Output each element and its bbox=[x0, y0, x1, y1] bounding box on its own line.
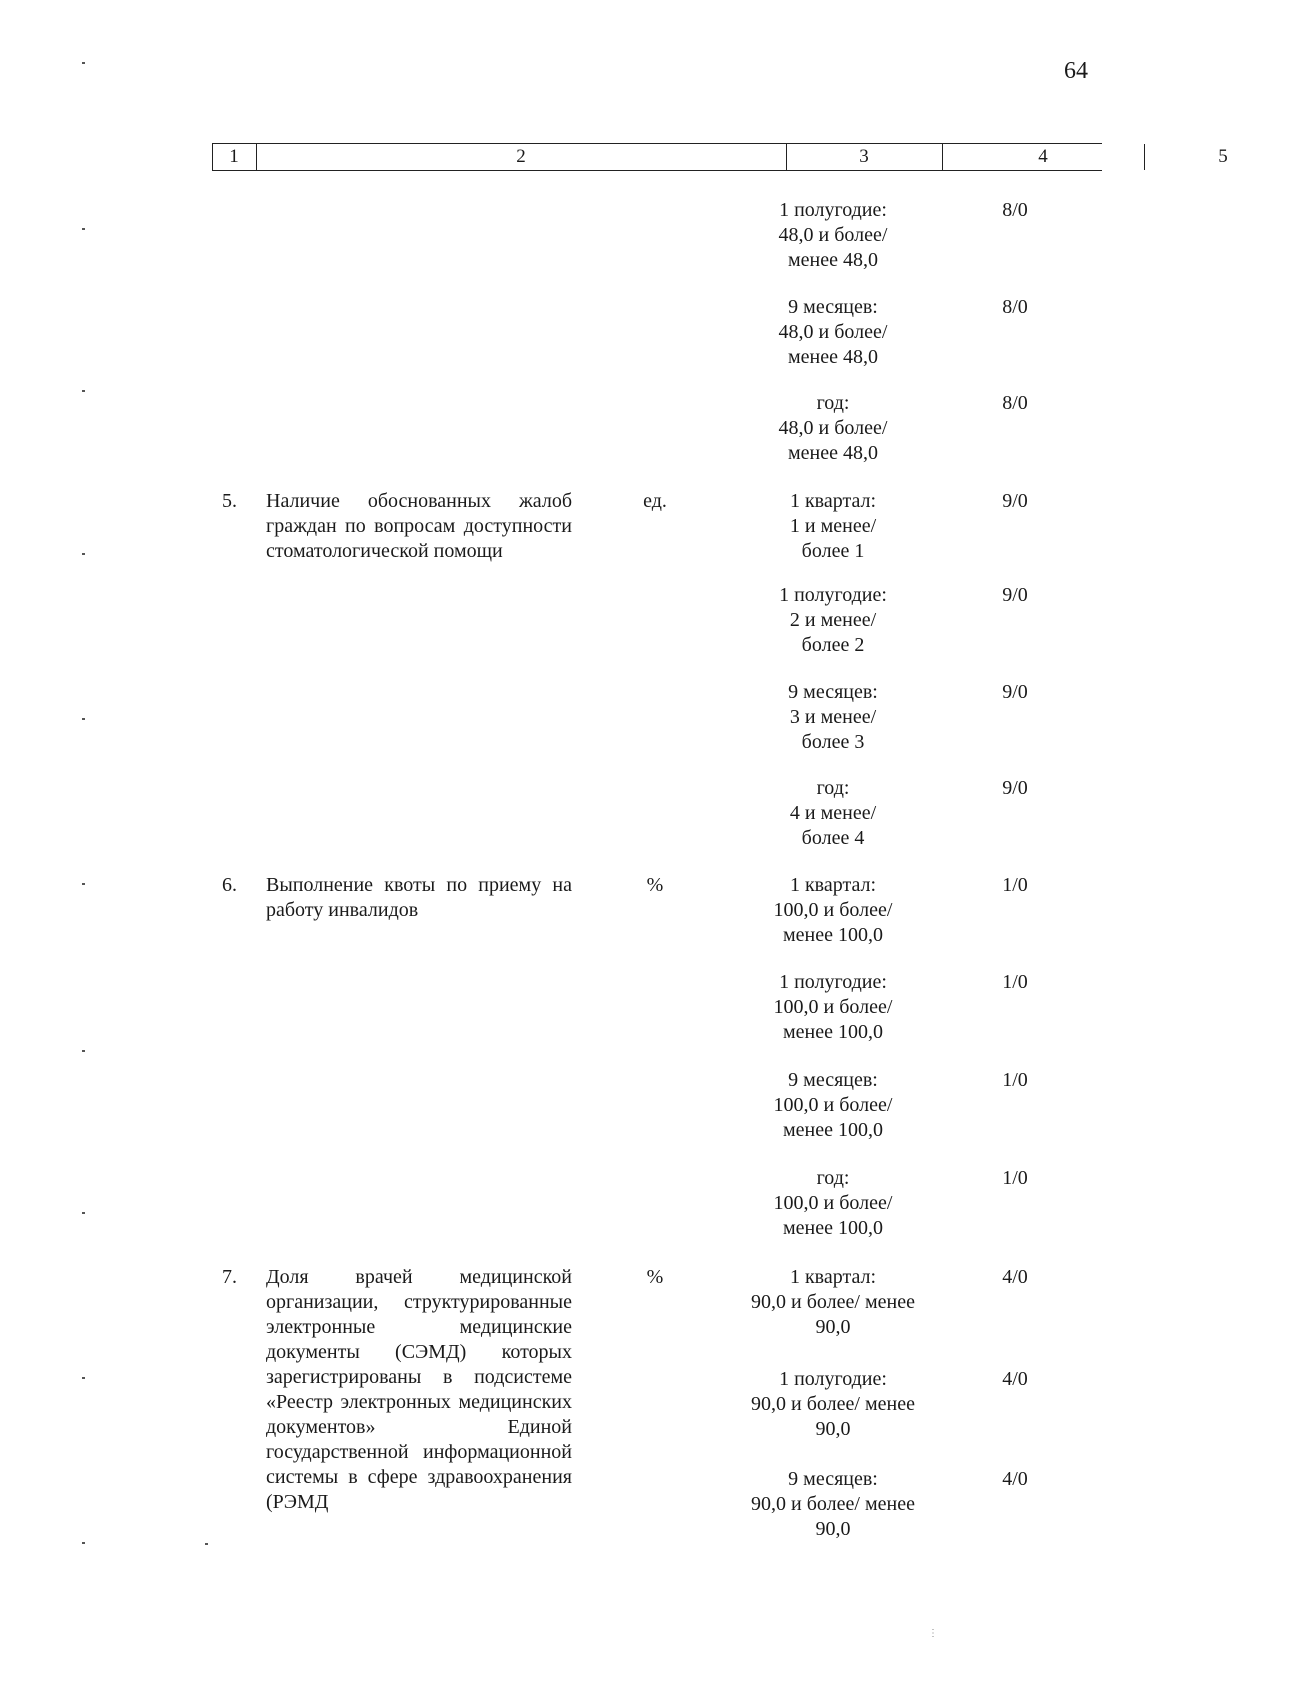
header-col-3: 3 bbox=[859, 146, 869, 167]
period-threshold-alt: более 2 bbox=[801, 634, 865, 656]
row-indicator: Доля врачей медицинской организации, структурированные электронные медицинские документы (СЭМД) которых зарегистрированы в подсистеме «Реестр электронных медицинских документов» Единой государственной информационной системы в сфере здравоохранения (РЭМД bbox=[266, 1266, 572, 1513]
scan-tick bbox=[82, 553, 85, 555]
scan-tick bbox=[82, 718, 85, 720]
period-threshold: 100,0 и более/ bbox=[773, 1094, 893, 1116]
period-label: 1 полугодие: bbox=[779, 971, 887, 993]
period-cell bbox=[730, 680, 936, 755]
score-cell: 1/0 bbox=[1002, 874, 1028, 896]
row-indicator: Наличие обоснованных жалоб граждан по вопросам доступности стоматологической помощи bbox=[266, 490, 572, 562]
scan-tick bbox=[82, 1542, 85, 1544]
row-unit: % bbox=[646, 874, 664, 896]
period-threshold-alt: 90,0 bbox=[815, 1518, 851, 1540]
period-threshold: 48,0 и более/ bbox=[778, 417, 888, 439]
scan-speckle: ⋮ bbox=[928, 1628, 938, 1639]
period-label: 9 месяцев: bbox=[788, 681, 878, 703]
period-label: 9 месяцев: bbox=[788, 1069, 878, 1091]
period-threshold: 90,0 и более/ менее bbox=[751, 1393, 915, 1415]
period-threshold-alt: менее 100,0 bbox=[783, 1217, 883, 1239]
score-cell: 9/0 bbox=[1002, 681, 1028, 703]
score-cell: 8/0 bbox=[1002, 199, 1028, 221]
period-cell bbox=[730, 970, 936, 1045]
scan-tick bbox=[82, 1377, 85, 1379]
period-cell bbox=[730, 1467, 936, 1542]
period-cell bbox=[730, 1265, 936, 1340]
period-threshold: 48,0 и более/ bbox=[778, 224, 888, 246]
period-label: 9 месяцев: bbox=[788, 296, 878, 318]
scan-tick bbox=[82, 228, 85, 230]
period-threshold: 90,0 и более/ менее bbox=[751, 1493, 915, 1515]
header-col-2: 2 bbox=[516, 146, 526, 167]
period-cell bbox=[730, 1166, 936, 1241]
period-label: 9 месяцев: bbox=[788, 1468, 878, 1490]
scan-tick bbox=[82, 390, 85, 392]
period-cell bbox=[730, 776, 936, 851]
row-unit: ед. bbox=[643, 490, 667, 512]
scan-tick bbox=[82, 62, 85, 64]
period-cell bbox=[730, 198, 936, 273]
scan-tick bbox=[82, 1212, 85, 1214]
header-col-1: 1 bbox=[229, 146, 239, 167]
period-threshold: 1 и менее/ bbox=[789, 515, 877, 537]
period-label: 1 квартал: bbox=[789, 874, 877, 896]
score-cell: 9/0 bbox=[1002, 584, 1028, 606]
period-threshold-alt: более 3 bbox=[801, 731, 865, 753]
period-label: 1 полугодие: bbox=[779, 584, 887, 606]
score-cell: 9/0 bbox=[1002, 777, 1028, 799]
score-cell: 4/0 bbox=[1002, 1266, 1028, 1288]
period-threshold: 100,0 и более/ bbox=[773, 899, 893, 921]
period-threshold-alt: менее 48,0 bbox=[788, 346, 878, 368]
scan-tick bbox=[205, 1543, 208, 1545]
period-label: 1 полугодие: bbox=[779, 1368, 887, 1390]
period-threshold-alt: менее 48,0 bbox=[788, 249, 878, 271]
period-threshold: 48,0 и более/ bbox=[778, 321, 888, 343]
row-number: 5. bbox=[222, 490, 237, 512]
scan-tick bbox=[82, 1050, 85, 1052]
score-cell: 9/0 bbox=[1002, 490, 1028, 512]
header-col-5: 5 bbox=[1218, 146, 1228, 167]
scan-tick bbox=[82, 883, 85, 885]
period-label: 1 квартал: bbox=[789, 490, 877, 512]
period-label: 1 квартал: bbox=[789, 1266, 877, 1288]
period-threshold: 2 и менее/ bbox=[789, 609, 877, 631]
period-threshold-alt: менее 100,0 bbox=[783, 1021, 883, 1043]
period-threshold-alt: 90,0 bbox=[815, 1316, 851, 1338]
period-threshold: 90,0 и более/ менее bbox=[751, 1291, 915, 1313]
period-label: 1 полугодие: bbox=[779, 199, 887, 221]
score-cell: 4/0 bbox=[1002, 1368, 1028, 1390]
score-cell: 8/0 bbox=[1002, 392, 1028, 414]
score-cell: 1/0 bbox=[1002, 971, 1028, 993]
period-threshold-alt: менее 100,0 bbox=[783, 1119, 883, 1141]
period-threshold-alt: более 1 bbox=[801, 540, 865, 562]
period-cell bbox=[730, 1367, 936, 1442]
period-label: год: bbox=[816, 392, 850, 414]
score-cell: 1/0 bbox=[1002, 1167, 1028, 1189]
period-cell bbox=[730, 873, 936, 948]
period-threshold-alt: более 4 bbox=[801, 827, 865, 849]
period-cell bbox=[730, 391, 936, 466]
period-label: год: bbox=[816, 1167, 850, 1189]
score-cell: 8/0 bbox=[1002, 296, 1028, 318]
period-cell bbox=[730, 583, 936, 658]
period-threshold: 4 и менее/ bbox=[789, 802, 877, 824]
score-cell: 1/0 bbox=[1002, 1069, 1028, 1091]
score-cell: 4/0 bbox=[1002, 1468, 1028, 1490]
period-label: год: bbox=[816, 777, 850, 799]
header-col-4: 4 bbox=[1038, 146, 1048, 167]
period-threshold-alt: 90,0 bbox=[815, 1418, 851, 1440]
row-indicator: Выполнение квоты по приему на работу инвалидов bbox=[266, 874, 572, 921]
page-number: 64 bbox=[1064, 58, 1088, 84]
period-cell bbox=[730, 489, 936, 564]
period-threshold-alt: менее 100,0 bbox=[783, 924, 883, 946]
period-threshold: 100,0 и более/ bbox=[773, 1192, 893, 1214]
row-number: 6. bbox=[222, 874, 237, 896]
period-threshold: 3 и менее/ bbox=[789, 706, 877, 728]
period-cell bbox=[730, 1068, 936, 1143]
period-threshold: 100,0 и более/ bbox=[773, 996, 893, 1018]
period-cell bbox=[730, 295, 936, 370]
row-unit: % bbox=[646, 1266, 664, 1288]
row-number: 7. bbox=[222, 1266, 237, 1288]
period-threshold-alt: менее 48,0 bbox=[788, 442, 878, 464]
table-header bbox=[212, 143, 1228, 171]
